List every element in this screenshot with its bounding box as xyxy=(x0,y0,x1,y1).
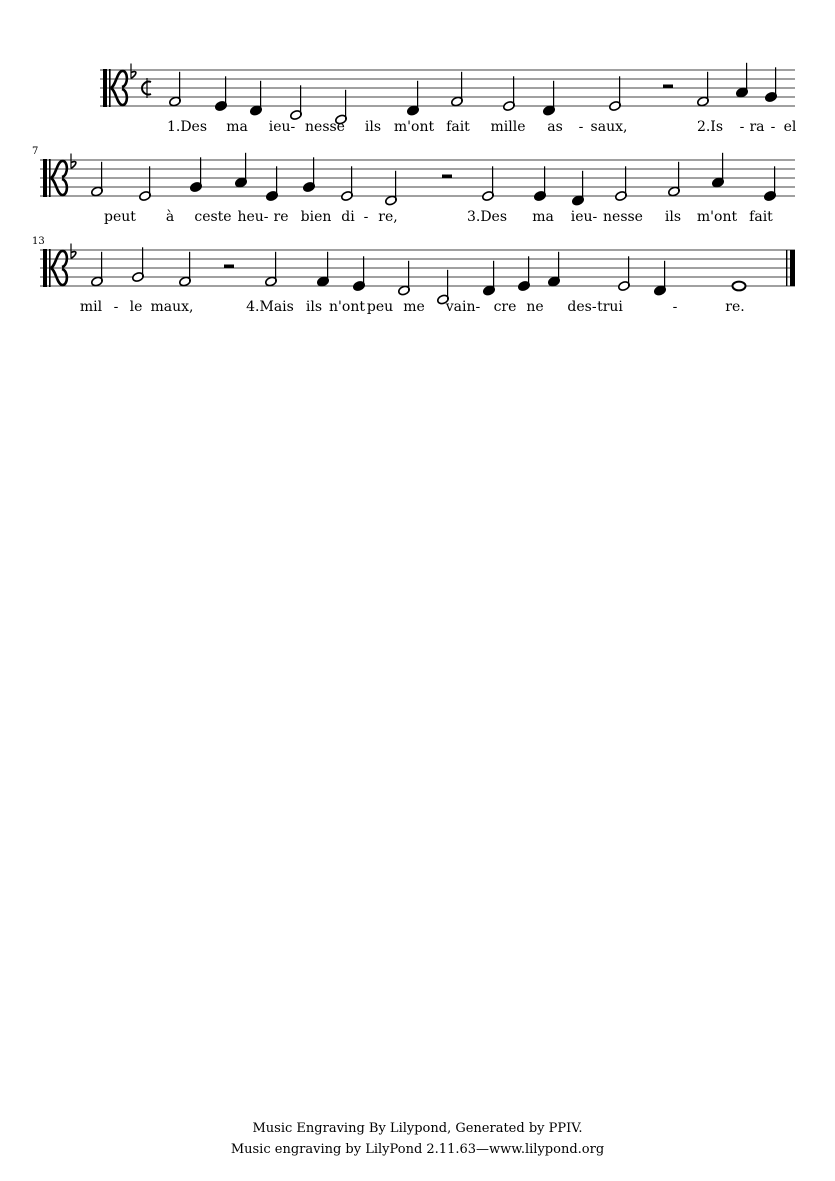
footer-lilypond-credit: Music engraving by LilyPond 2.11.63—www.lilypond.org xyxy=(230,1142,605,1157)
lyric-syllable: 4.Mais xyxy=(246,299,294,315)
lyric-syllable: 2.Is xyxy=(696,119,724,135)
lyric-syllable: ra xyxy=(749,119,765,135)
lyric-syllable: ne xyxy=(526,299,544,315)
lyric-syllable: nesse xyxy=(305,119,345,135)
lyric-syllable: des- xyxy=(567,299,597,315)
lyric-syllable: 3.Des xyxy=(466,209,508,225)
lyric-syllable: ils xyxy=(305,299,323,315)
footer-engraving-credit: Music Engraving By Lilypond, Generated by PPIV. xyxy=(252,1121,583,1136)
final-barline-thin xyxy=(786,250,787,286)
lyric-syllable: mille xyxy=(490,119,526,135)
alto-clef-upper-curve xyxy=(51,251,67,268)
lyric-syllable: - xyxy=(363,209,369,225)
key-flat-bowl xyxy=(131,72,136,79)
lyric-syllable: bien xyxy=(300,209,332,225)
lyric-syllable: m'ont xyxy=(393,119,435,135)
lyric-syllable: ma xyxy=(532,209,554,225)
lyric-syllable: - xyxy=(672,299,678,315)
alto-clef-bar xyxy=(43,249,47,287)
whole-note xyxy=(733,282,746,291)
half-rest xyxy=(442,175,452,179)
staff-system-1 xyxy=(100,63,797,135)
lyric-syllable: re, xyxy=(378,209,398,225)
alto-clef-lower-curve xyxy=(111,88,127,105)
lyric-syllable: m'ont xyxy=(696,209,738,225)
alto-clef-thin-bar xyxy=(109,69,111,107)
alto-clef-upper-curve xyxy=(51,161,67,178)
lyric-syllable: le xyxy=(129,299,143,315)
key-flat-bowl xyxy=(71,162,76,169)
lyric-syllable: cre xyxy=(493,299,517,315)
lyric-syllable: saux, xyxy=(590,119,628,135)
staff-system-2 xyxy=(32,146,795,225)
lyric-syllable: peut xyxy=(104,209,136,225)
alto-clef-bar xyxy=(43,159,47,197)
lyric-syllable: ceste xyxy=(194,209,232,225)
lyric-syllable: - xyxy=(739,119,745,135)
lyric-syllable: ma xyxy=(226,119,248,135)
alto-clef-lower-curve xyxy=(51,178,67,195)
alto-clef-upper-curve xyxy=(111,71,127,88)
lyric-syllable: - xyxy=(770,119,776,135)
lyric-syllable: nesse xyxy=(603,209,643,225)
alto-clef-thin-bar xyxy=(49,249,51,287)
lyric-syllable: - xyxy=(113,299,119,315)
lyric-syllable: re xyxy=(273,209,289,225)
lyric-syllable: ils xyxy=(364,119,382,135)
lyric-syllable: re. xyxy=(725,299,745,315)
lyric-syllable: n'ont xyxy=(329,299,365,315)
lyric-syllable: à xyxy=(165,209,175,225)
lyric-syllable: as xyxy=(547,119,563,135)
alto-clef-thin-bar xyxy=(49,159,51,197)
measure-number: 7 xyxy=(32,146,39,157)
alto-clef-lower-curve xyxy=(51,268,67,285)
lyric-syllable: ils xyxy=(664,209,682,225)
lyric-syllable: di xyxy=(341,209,355,225)
half-rest xyxy=(663,85,673,89)
lyric-syllable: trui xyxy=(597,299,623,315)
lyric-syllable: - xyxy=(578,119,584,135)
key-flat-bowl xyxy=(71,252,76,259)
half-rest xyxy=(224,265,234,269)
alto-clef-bar xyxy=(103,69,107,107)
lyric-syllable: me xyxy=(403,299,425,315)
lyric-syllable: fait xyxy=(749,209,773,225)
lyric-syllable: 1.Des xyxy=(166,119,208,135)
lyric-syllable: maux, xyxy=(150,299,194,315)
lyric-syllable: mil xyxy=(79,299,103,315)
staff-system-3 xyxy=(32,236,795,315)
final-barline-thick xyxy=(790,250,795,286)
lyric-syllable: fait xyxy=(446,119,470,135)
lyric-syllable: heu- xyxy=(237,209,269,225)
lyric-syllable: vain- xyxy=(445,299,481,315)
measure-number: 13 xyxy=(32,236,45,247)
lyric-syllable: peu xyxy=(366,299,394,315)
lyric-syllable: ieu- xyxy=(268,119,296,135)
lyric-syllable: el xyxy=(783,119,797,135)
lyric-syllable: ieu- xyxy=(570,209,598,225)
